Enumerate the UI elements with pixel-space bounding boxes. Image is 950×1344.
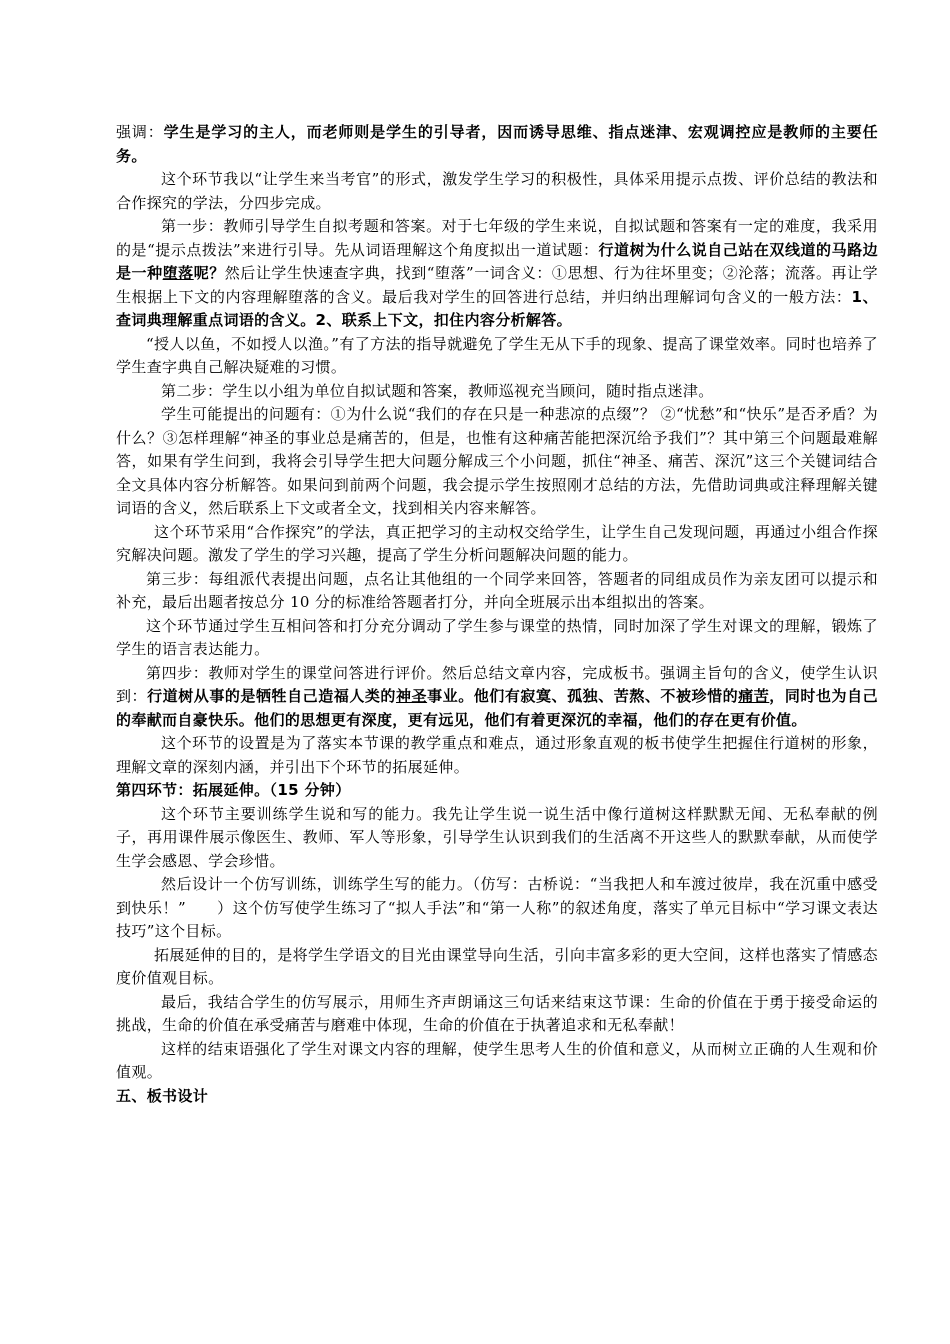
paragraph-extension: 这个环节主要训练学生说和写的能力。我先让学生说一说生活中像行道树这样默默无闻、无私奉献的例子，再用课件展示像医生、教师、军人等形象，引导学生认识到我们的生活离不开这些人的默默奉献，从而使学生学会感恩、学会珍惜。: [116, 804, 878, 870]
section-heading-4: 第四环节：拓展延伸。（15 分钟）: [116, 781, 351, 799]
paragraph-imitation: 然后设计一个仿写训练，训练学生写的能力。（仿写：古桥说：“当我把人和车渡过彼岸，我在沉重中感受到快乐！” ）这个仿写使学生练习了“拟人手法”和“第一人称”的叙述角度，落实了单元目标中“学习课文表达技巧”这个目标。: [116, 875, 878, 940]
paragraph-step2: 第二步：学生以小组为单位自拟试题和答案，教师巡视充当顾问，随时指点迷津。: [161, 381, 714, 400]
paragraph-intro: 这个环节我以“让学生来当考官”的形式，激发学生学习的积极性，具体采用提示点拨、评价总结的教法和合作探究的学法，分四步完成。: [116, 170, 878, 212]
paragraph-proverb: “授人以鱼，不如授人以渔。”有了方法的指导就避免了学生无从下手的现象、提高了课堂效率。同时也培养了学生查字典自己解决疑难的习惯。: [116, 334, 878, 376]
underlined-keyword: 堕落: [162, 264, 194, 282]
paragraph-step3-summary: 这个环节通过学生互相问答和打分充分调动了学生参与课堂的热情，同时加深了学生对课文的理解，锻炼了学生的语言表达能力。: [116, 616, 878, 658]
underlined-keyword: 痛苦: [738, 687, 770, 705]
paragraph-conclusion-summary: 这样的结束语强化了学生对课文内容的理解，使学生思考人生的价值和意义，从而树立正确的人生观和价值观。: [116, 1039, 878, 1081]
paragraph-extension-goal: 拓展延伸的目的，是将学生学语文的目光由课堂导向生活，引向丰富多彩的更大空间，这样也落实了情感态度价值观目标。: [116, 945, 878, 987]
underlined-keyword: 神圣: [395, 687, 428, 705]
paragraph-step1: 第一步：教师引导学生自拟考题和答案。对于七年级的学生来说，自拟试题和答案有一定的难度，我采用的是“提示点拨法”来进行引导。先从词语理解这个角度拟出一道试题：行道树为什么说自己站在双线道的马路边是一种堕落呢？然后让学生快速查字典，找到“堕落”一词含义：①思想、行为往坏里变；②沦落；流落。再让学生根据上下文的内容理解堕落的含义。最后我对学生的回答进行总结，并归纳出理解词句含义的一般方法：1、查词典理解重点词语的含义。2、联系上下文，扣住内容分析解答。: [116, 217, 878, 329]
paragraph-questions: 学生可能提出的问题有：①为什么说“我们的存在只是一种悲凉的点缀”？ ②“忧愁”和“快乐”是否矛盾？为什么？③怎样理解“神圣的事业总是痛苦的，但是，也惟有这种痛苦能把深沉给予我们”？其中第三个问题最难解答，如果有学生问到，我将会引导学生把大问题分解成三个小问题，抓住“神圣、痛苦、深沉”这三个关键词结合全文具体内容分析解答。如果问到前两个问题，我会提示学生按照刚才总结的方法，先借助词典或注释理解关键词语的含义，然后联系上下文或者全文，找到相关内容来解答。: [116, 405, 878, 517]
emphasis-bold-text: 学生是学习的主人，而老师则是学生的引导者，因而诱导思维、指点迷津、宏观调控应是教师的主要任务。: [116, 123, 878, 165]
paragraph-cooperation: 这个环节采用“合作探究”的学法，真正把学习的主动权交给学生，让学生自己发现问题，再通过小组合作探究解决问题。激发了学生的学习兴趣，提高了学生分析问题解决问题的能力。: [116, 522, 878, 564]
paragraph-step4-summary: 这个环节的设置是为了落实本节课的教学重点和难点，通过形象直观的板书使学生把握住行道树的形象，理解文章的深刻内涵，并引出下个环节的拓展延伸。: [116, 734, 878, 776]
paragraph-step4: 第四步：教师对学生的课堂问答进行评价。然后总结文章内容，完成板书。强调主旨句的含义，使学生认识到：行道树从事的是牺牲自己造福人类的神圣事业。他们有寂寞、孤独、苦熬、不被珍惜的痛苦，同时也为自己的奉献而自豪快乐。他们的思想更有深度，更有远见，他们有着更深沉的幸福，他们的存在更有价值。: [116, 663, 878, 729]
paragraph-conclusion: 最后，我结合学生的仿写展示，用师生齐声朗诵这三句话来结束这节课：生命的价值在于勇于接受命运的挑战，生命的价值在承受痛苦与磨难中体现，生命的价值在于执著追求和无私奉献！: [116, 992, 878, 1034]
paragraph-step3: 第三步：每组派代表提出问题，点名让其他组的一个同学来回答，答题者的同组成员作为亲友团可以提示和补充，最后出题者按总分 10 分的标准给答题者打分，并向全班展示出本组拟出的答案。: [116, 569, 878, 611]
section-heading-5: 五、板书设计: [116, 1086, 209, 1105]
emphasis-paragraph: 强调：学生是学习的主人，而老师则是学生的引导者，因而诱导思维、指点迷津、宏观调控应是教师的主要任务。: [116, 123, 878, 165]
